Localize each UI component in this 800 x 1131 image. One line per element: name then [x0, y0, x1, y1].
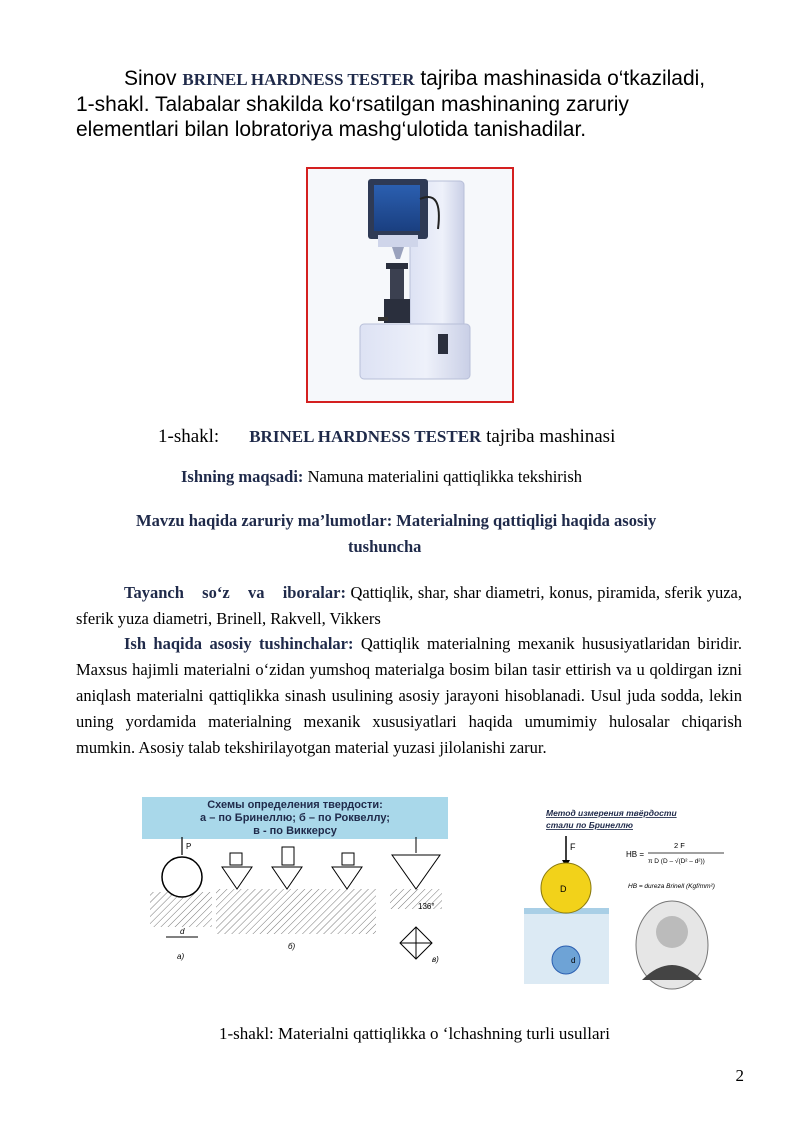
- tester-photo: [306, 167, 514, 403]
- brinell-formula-lhs: HB =: [626, 850, 645, 859]
- brinell-title-1: Метод измерения твёрдости: [546, 808, 677, 818]
- scheme-label-a: а): [177, 952, 185, 961]
- brinell-title-2: стали по Бринеллю: [546, 820, 633, 830]
- goal-text: Namuna materialini qattiqlikka tekshirish: [303, 467, 583, 486]
- figure2-caption: 1-shakl: Materialni qattiqlikka o ‘lchashning turli usullari: [219, 1024, 610, 1043]
- scheme-title-2: а – по Бринеллю; б – по Роквеллу;: [200, 812, 390, 824]
- brinell-formula-note: HB = dureza Brinell (Kgf/mm²): [628, 883, 715, 890]
- scheme-title-3: в - по Виккерсу: [253, 825, 337, 837]
- page-number: 2: [735, 1066, 744, 1085]
- scheme-d-a: d: [180, 927, 185, 936]
- intro-paragraph: [76, 66, 726, 142]
- goal-label: Ishning maqsadi:: [181, 467, 304, 486]
- basics-paragraph: [76, 631, 742, 761]
- hardness-tester-illustration: [308, 169, 512, 401]
- brinell-method-figure: [524, 800, 729, 992]
- intro-brand: BRINEL HARDNESS TESTER: [182, 70, 415, 89]
- scheme-label-v: в): [432, 955, 439, 964]
- scheme-p-a: P: [186, 842, 192, 851]
- intro-post: tajriba mashinasida o‘tkaziladi, 1-shakl. Talabalar shakilda ko‘rsatilgan mashinaning zaruriy elementlari bilan lobratoriya mashg‘ulotida tanishadilar.: [76, 67, 706, 141]
- brinell-imprint-diameter: d: [571, 956, 576, 965]
- figure1-caption-prefix: 1-shakl:: [158, 426, 220, 447]
- scheme-angle: 136°: [418, 902, 435, 911]
- hardness-schemes-figure: [142, 797, 448, 991]
- brinell-method-drawing: [524, 800, 729, 992]
- topic-heading-line1: Mavzu haqida zaruriy ma’lumotlar: Materialning qattiqligi haqida asosiy: [136, 511, 657, 530]
- keywords-label: Tayanch so‘z va iboralar:: [124, 583, 346, 602]
- keywords-text: Qattiqlik, shar, shar diametri, konus, piramida, sferik yuza, sferik yuza diametri, Brinell, Rakvell, Vikkers: [76, 583, 742, 628]
- figure1-caption-brand: BRINEL HARDNESS TESTER: [249, 427, 482, 446]
- hardness-schemes-drawing: [142, 797, 448, 991]
- keywords-paragraph: [76, 580, 742, 632]
- scheme-label-b: б): [288, 942, 296, 951]
- basics-label: Ish haqida asosiy tushinchalar:: [124, 634, 354, 653]
- brinell-formula-numerator: 2 F: [674, 841, 685, 850]
- figure1-caption-suffix: tajriba mashinasi: [481, 426, 616, 447]
- goal-line: [181, 464, 582, 490]
- topic-heading-line2: tushuncha: [348, 537, 422, 556]
- scheme-title-1: Схемы определения твердости:: [207, 799, 383, 811]
- brinell-force-label: F: [570, 842, 576, 852]
- topic-heading: [136, 508, 656, 560]
- brinell-formula-denominator: π D (D – √(D² – d²)): [648, 858, 705, 865]
- basics-text: Qattiqlik materialning mexanik hususiyatlaridan biridir. Maxsus hajimli materialni o‘zidan yumshoq materialga bosim bilan tasir ettirish va u qoldirgan izni aniqlash materialni qattiqlikka sinash usulining asosiy jarayoni hisoblanadi. Usul juda sodda, lekin uning yordamida materialning mexanik xususiyatlari haqida umumimiy hulosalar chiqarish mumkin. Asosiy talab tekshirilayotgan material yuzasi jilolanishi zarur.: [76, 634, 742, 757]
- brinell-ball-diameter: D: [560, 884, 567, 894]
- intro-pre: Sinov: [124, 67, 183, 90]
- figure1-caption: [158, 426, 615, 448]
